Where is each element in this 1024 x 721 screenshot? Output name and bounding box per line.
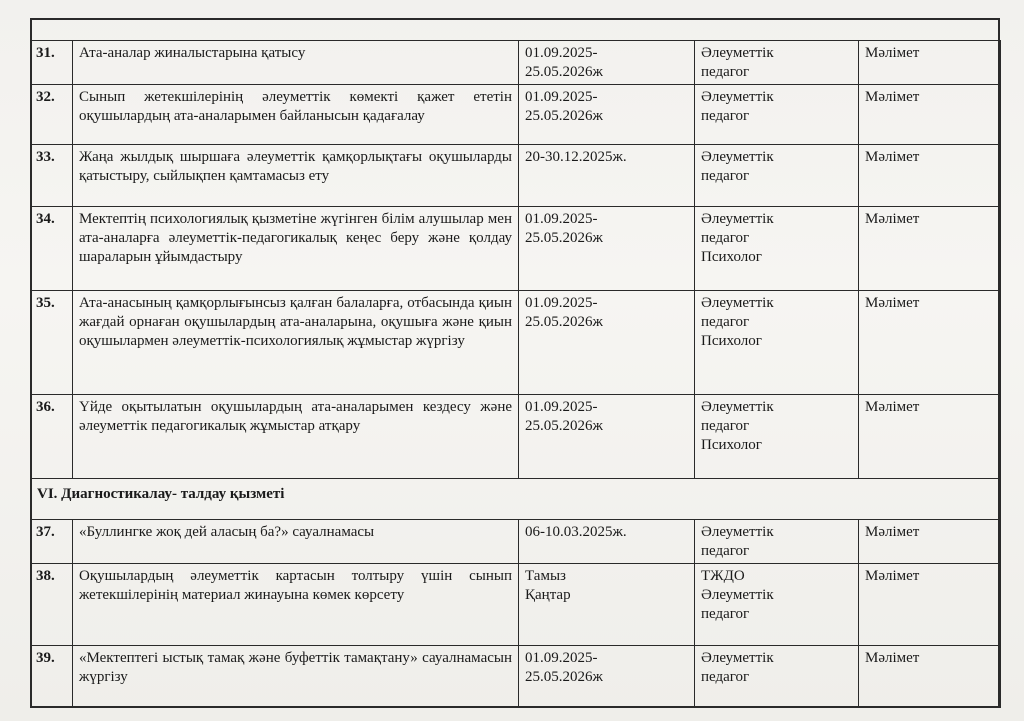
task-cell: «Мектептегі ыстық тамақ және буфеттік тамақтану» сауалнамасын жүргізу — [73, 646, 519, 708]
plan-table-body — [31, 41, 1001, 708]
row-number: 35. — [31, 291, 73, 395]
responsible-cell: Әлеуметтік педагог Психолог — [695, 291, 859, 395]
table-row-31 — [31, 41, 1001, 85]
date-cell: 06-10.03.2025ж. — [519, 520, 695, 564]
report-cell: Мәлімет — [859, 85, 1001, 145]
table-row-33 — [31, 145, 1001, 207]
row-number: 37. — [31, 520, 73, 564]
responsible-cell: Әлеуметтік педагог — [695, 41, 859, 85]
date-cell: 20-30.12.2025ж. — [519, 145, 695, 207]
responsible-cell: Әлеуметтік педагог — [695, 85, 859, 145]
responsible-cell: Әлеуметтік педагог — [695, 145, 859, 207]
row-number: 39. — [31, 646, 73, 708]
row-number: 34. — [31, 207, 73, 291]
table-row-36 — [31, 395, 1001, 479]
section-title: VI. Диагностикалау- талдау қызметі — [31, 479, 1001, 520]
date-cell: 01.09.2025- 25.05.2026ж — [519, 291, 695, 395]
report-cell: Мәлімет — [859, 145, 1001, 207]
report-cell: Мәлімет — [859, 207, 1001, 291]
task-cell: Мектептің психологиялық қызметіне жүгінген білім алушылар мен ата-аналарға әлеуметтік-педагогикалық кеңес беру және қолдау шараларын ұйымдастыру — [73, 207, 519, 291]
responsible-cell: Әлеуметтік педагог Психолог — [695, 207, 859, 291]
row-number: 33. — [31, 145, 73, 207]
section-header-row — [31, 479, 1001, 520]
date-cell: 01.09.2025- 25.05.2026ж — [519, 646, 695, 708]
report-cell: Мәлімет — [859, 395, 1001, 479]
report-cell: Мәлімет — [859, 564, 1001, 646]
table-row-32 — [31, 85, 1001, 145]
task-cell: Сынып жетекшілерінің әлеуметтік көмекті қажет ететін оқушылардың ата-аналарымен байланысын қадағалау — [73, 85, 519, 145]
table-row-38 — [31, 564, 1001, 646]
date-cell: 01.09.2025- 25.05.2026ж — [519, 395, 695, 479]
responsible-cell: Әлеуметтік педагог Психолог — [695, 395, 859, 479]
task-cell: Жаңа жылдық шыршаға әлеуметтік қамқорлықтағы оқушыларды қатыстыру, сыйлықпен қамтамасыз ету — [73, 145, 519, 207]
report-cell: Мәлімет — [859, 520, 1001, 564]
task-cell: Оқушылардың әлеуметтік картасын толтыру үшін сынып жетекшілерінің материал жинауына көмек көрсету — [73, 564, 519, 646]
row-number: 32. — [31, 85, 73, 145]
report-cell: Мәлімет — [859, 41, 1001, 85]
task-cell: «Буллингке жоқ дей аласың ба?» сауалнамасы — [73, 520, 519, 564]
report-cell: Мәлімет — [859, 291, 1001, 395]
row-number: 31. — [31, 41, 73, 85]
task-cell: Ата-анасының қамқорлығынсыз қалған балаларға, отбасында қиын жағдай орнаған оқушылардың ата-аналарына, оқушыға және қиын оқушылармен әлеуметтік-психологиялық жұмыстар жүргізу — [73, 291, 519, 395]
row-number: 38. — [31, 564, 73, 646]
row-number: 36. — [31, 395, 73, 479]
responsible-cell: Әлеуметтік педагог — [695, 520, 859, 564]
table-row-39 — [31, 646, 1001, 708]
table-row-35 — [31, 291, 1001, 395]
plan-table — [30, 40, 1001, 708]
table-row-34 — [31, 207, 1001, 291]
date-cell: 01.09.2025- 25.05.2026ж — [519, 41, 695, 85]
date-cell: 01.09.2025- 25.05.2026ж — [519, 85, 695, 145]
report-cell: Мәлімет — [859, 646, 1001, 708]
task-cell: Ата-аналар жиналыстарына қатысу — [73, 41, 519, 85]
date-cell: 01.09.2025- 25.05.2026ж — [519, 207, 695, 291]
responsible-cell: ТЖДО Әлеуметтік педагог — [695, 564, 859, 646]
date-cell: Тамыз Қаңтар — [519, 564, 695, 646]
responsible-cell: Әлеуметтік педагог — [695, 646, 859, 708]
table-row-37 — [31, 520, 1001, 564]
task-cell: Үйде оқытылатын оқушылардың ата-аналарымен кездесу және әлеуметтік педагогикалық жұмыстар атқару — [73, 395, 519, 479]
